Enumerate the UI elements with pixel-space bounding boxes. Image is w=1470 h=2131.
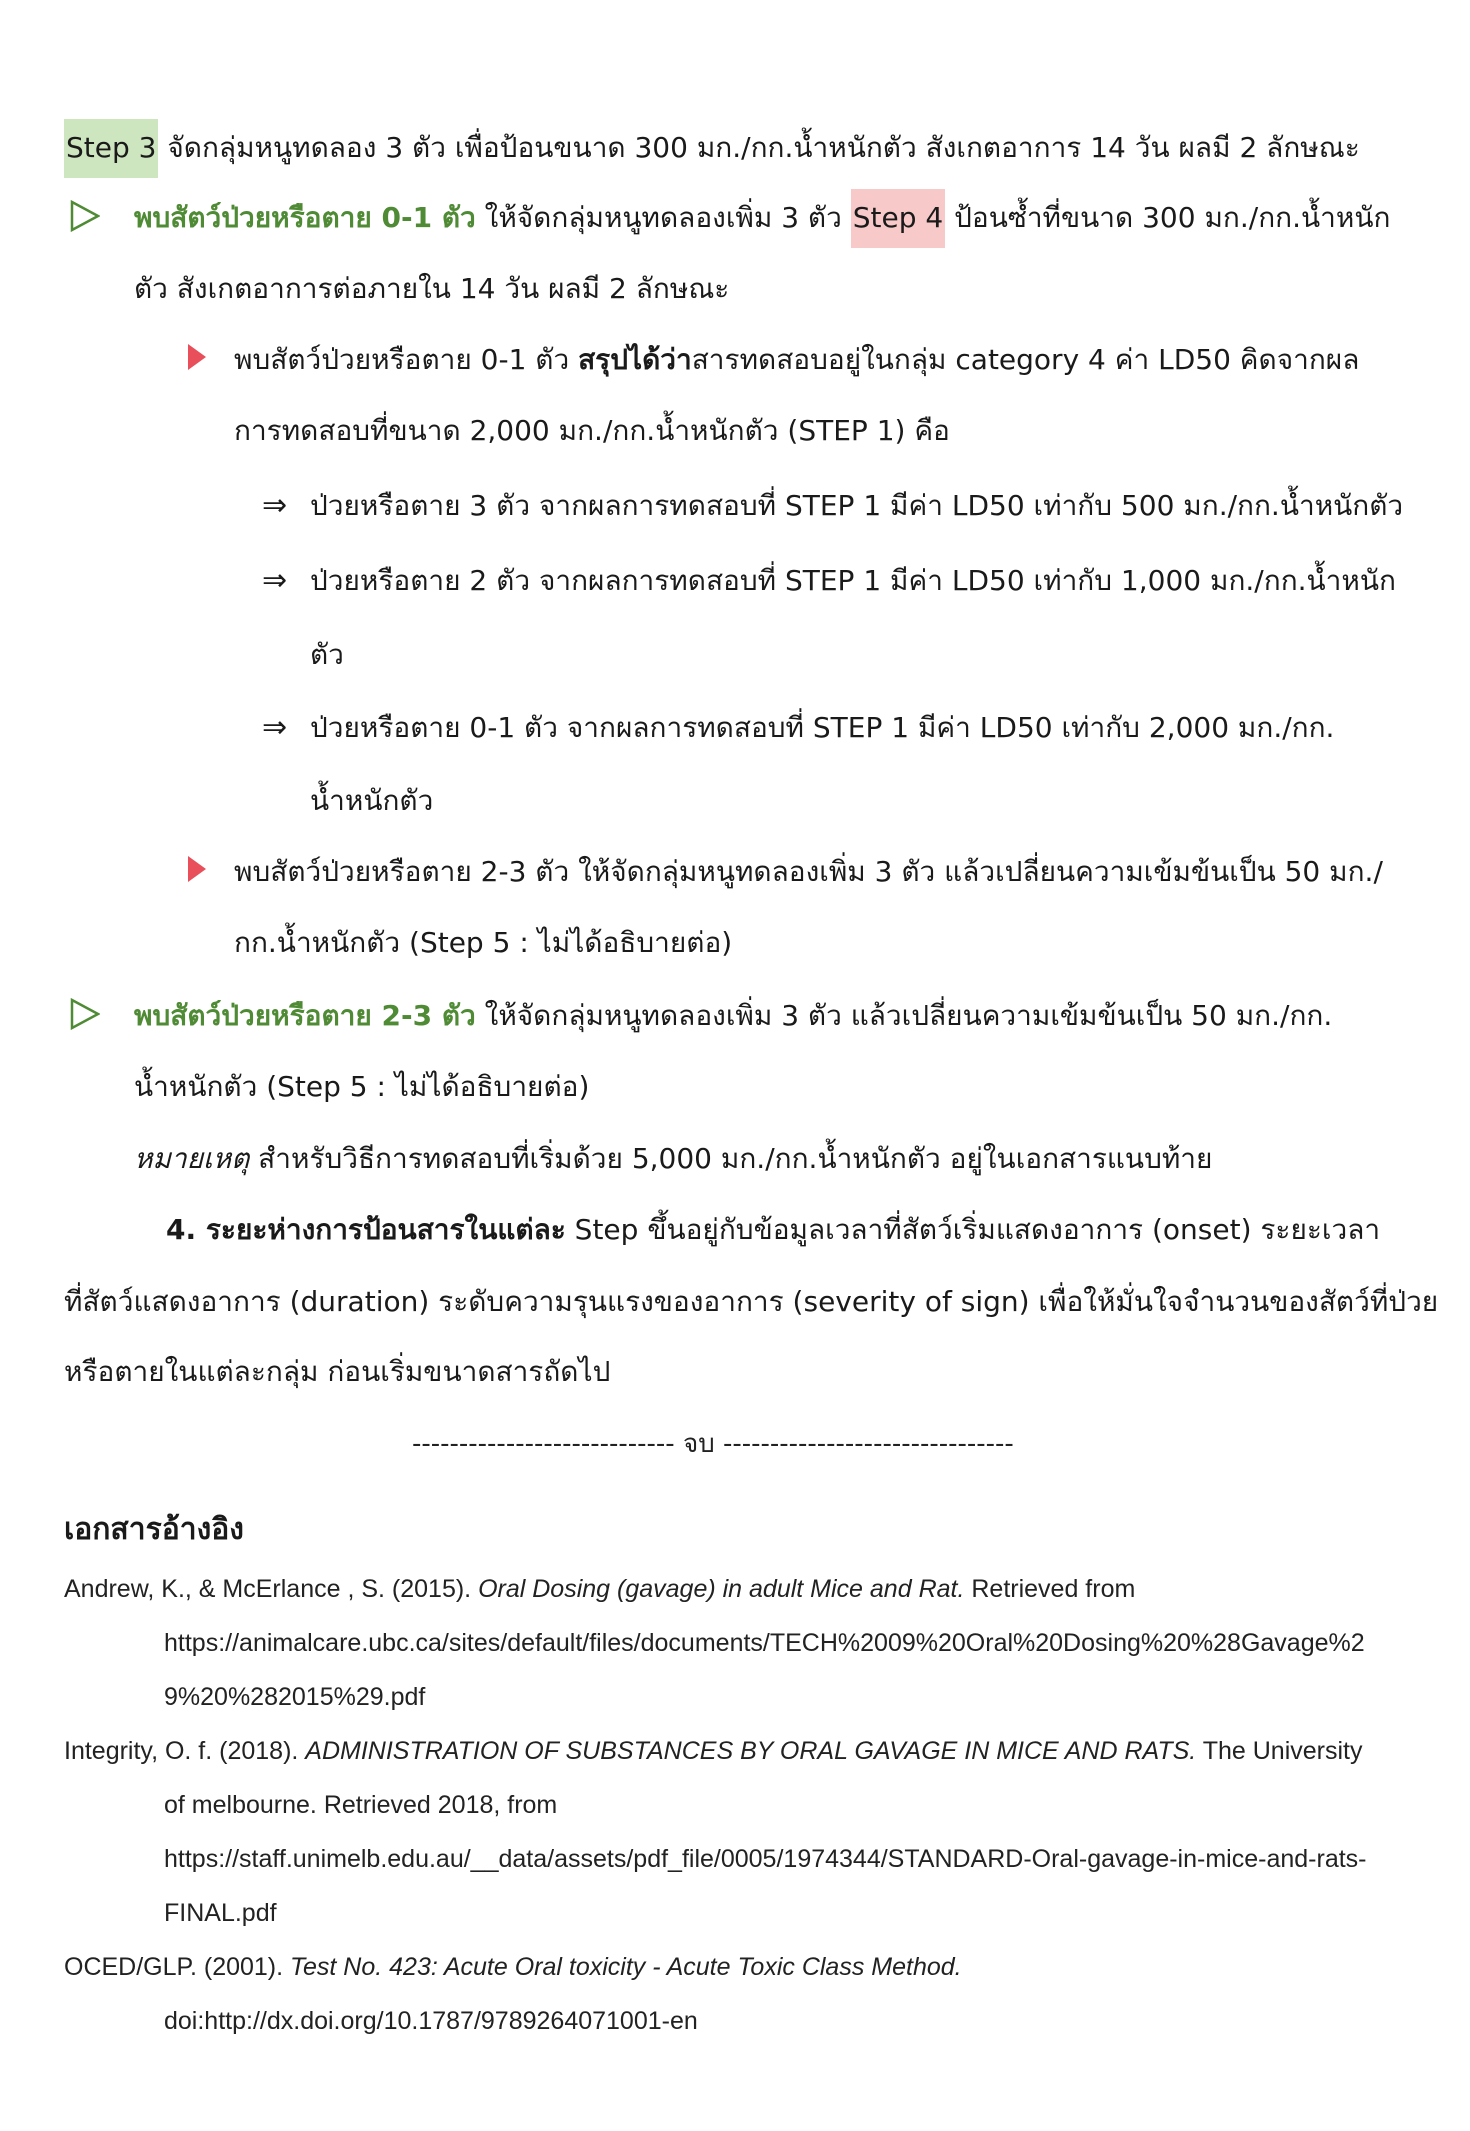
- reference-2-authors: Integrity, O. f. (2018).: [64, 1737, 306, 1765]
- reference-1-url[interactable]: https://animalcare.ubc.ca/sites/default/files/documents/TECH%2009%20Oral%20Dosing%20%28Gavage%2: [164, 1629, 1365, 1657]
- outcome-2-3-label: พบสัตว์ป่วยหรือตาย 2-3 ตัว: [134, 999, 476, 1032]
- reference-3: [64, 1950, 962, 1984]
- note-line: [134, 1137, 1212, 1181]
- outcome-2-3-cont: น้ำหนักตัว (Step 5 : ไม่ได้อธิบายต่อ): [134, 1070, 590, 1103]
- references-heading: เอกสารอ้างอิง: [64, 1512, 244, 1547]
- ld50-2000-cont: น้ำหนักตัว: [310, 784, 434, 817]
- reference-2-url[interactable]: https://staff.unimelb.edu.au/__data/assets/pdf_file/0005/1974344/STANDARD-Oral-gavage-in-mice-and-rats-: [164, 1845, 1367, 1873]
- outcome-2-3-line: [134, 994, 1332, 1038]
- outcome-2-3-text: ให้จัดกลุ่มหนูทดลองเพิ่ม 3 ตัว แล้วเปลี่ยนความเข้มข้นเป็น 50 มก./กก.: [475, 999, 1333, 1032]
- note-text: สำหรับวิธีการทดสอบที่เริ่มด้วย 5,000 มก./กก.น้ำหนักตัว อยู่ในเอกสารแนบท้าย: [249, 1142, 1213, 1175]
- ld50-1000-line: [262, 559, 1396, 603]
- ld50-1000-cont: ตัว: [310, 638, 344, 671]
- ld50-500-line: [262, 484, 1403, 528]
- hollow-triangle-icon: [70, 200, 100, 232]
- step4-highlight: Step 4: [851, 189, 945, 248]
- double-arrow-icon: ⇒: [262, 488, 288, 523]
- end-divider: ---------------------------- จบ -------------------------------: [412, 1429, 1014, 1459]
- conclusion-tail: สารทดสอบอยู่ในกลุ่ม category 4 ค่า LD50 คิดจากผล: [691, 343, 1360, 376]
- conclusion-bold: สรุปได้ว่า: [578, 343, 692, 376]
- section-4-heading: 4. ระยะห่างการป้อนสารในแต่ละ: [166, 1213, 566, 1246]
- reference-2-url-cont[interactable]: FINAL.pdf: [164, 1899, 277, 1927]
- red-triangle-icon: [186, 854, 208, 884]
- reference-1-title: Oral Dosing (gavage) in adult Mice and Rat.: [478, 1575, 965, 1603]
- hollow-triangle-icon: [70, 998, 100, 1030]
- note-label: หมายเหตุ: [134, 1142, 250, 1175]
- step3-line: [64, 126, 1360, 170]
- reference-3-title: Test No. 423: Acute Oral toxicity - Acute Toxic Class Method.: [290, 1953, 962, 1981]
- outcome-0-1-line: [134, 196, 1390, 240]
- step3-highlight: Step 3: [64, 119, 158, 178]
- reference-1: [64, 1572, 1135, 1606]
- red-triangle-icon: [186, 342, 208, 372]
- reference-1-url-cont[interactable]: 9%20%282015%29.pdf: [164, 1683, 426, 1711]
- outcome-0-1-tail: ป้อนซ้ำที่ขนาด 300 มก./กก.น้ำหนัก: [945, 201, 1391, 234]
- ld50-2000-text: ป่วยหรือตาย 0-1 ตัว จากผลการทดสอบที่ STEP 1 มีค่า LD50 เท่ากับ 2,000 มก./กก.: [310, 711, 1335, 744]
- double-arrow-icon: ⇒: [262, 563, 288, 598]
- reference-2: [64, 1734, 1362, 1768]
- sub-outcome-2-3-line: พบสัตว์ป่วยหรือตาย 2-3 ตัว ให้จัดกลุ่มหนูทดลองเพิ่ม 3 ตัว แล้วเปลี่ยนความเข้มข้นเป็น 50 มก./: [234, 855, 1383, 888]
- conclusion-line: [234, 338, 1359, 382]
- section-4-text: Step ขึ้นอยู่กับข้อมูลเวลาที่สัตว์เริ่มแสดงอาการ (onset) ระยะเวลา: [565, 1213, 1381, 1246]
- reference-1-retrieved: Retrieved from: [964, 1575, 1136, 1603]
- reference-2-cont: of melbourne. Retrieved 2018, from: [164, 1791, 558, 1819]
- section-4-cont-2: หรือตายในแต่ละกลุ่ม ก่อนเริ่มขนาดสารถัดไป: [64, 1355, 611, 1388]
- step3-text: จัดกลุ่มหนูทดลอง 3 ตัว เพื่อป้อนขนาด 300 มก./กก.น้ำหนักตัว สังเกตอาการ 14 วัน ผลมี 2 ลักษณะ: [158, 131, 1360, 164]
- conclusion-text: พบสัตว์ป่วยหรือตาย 0-1 ตัว: [234, 343, 579, 376]
- reference-3-doi[interactable]: doi:http://dx.doi.org/10.1787/9789264071001-en: [164, 2007, 698, 2035]
- reference-2-publisher: The University: [1196, 1737, 1363, 1765]
- section-4-line: [166, 1208, 1380, 1252]
- double-arrow-icon: ⇒: [262, 710, 288, 745]
- section-4-cont-1: ที่สัตว์แสดงอาการ (duration) ระดับความรุนแรงของอาการ (severity of sign) เพื่อให้มั่นใจจำนวนของสัตว์ที่ป่วย: [64, 1285, 1439, 1318]
- reference-3-authors: OCED/GLP. (2001).: [64, 1953, 291, 1981]
- outcome-0-1-text: ให้จัดกลุ่มหนูทดลองเพิ่ม 3 ตัว: [475, 201, 851, 234]
- sub-outcome-2-3-cont: กก.น้ำหนักตัว (Step 5 : ไม่ได้อธิบายต่อ): [234, 926, 733, 959]
- ld50-1000-text: ป่วยหรือตาย 2 ตัว จากผลการทดสอบที่ STEP 1 มีค่า LD50 เท่ากับ 1,000 มก./กก.น้ำหนัก: [310, 564, 1396, 597]
- reference-1-authors: Andrew, K., & McErlance , S. (2015).: [64, 1575, 479, 1603]
- outcome-0-1-cont: ตัว สังเกตอาการต่อภายใน 14 วัน ผลมี 2 ลักษณะ: [134, 272, 730, 305]
- conclusion-cont: การทดสอบที่ขนาด 2,000 มก./กก.น้ำหนักตัว (STEP 1) คือ: [234, 414, 950, 447]
- reference-2-title: ADMINISTRATION OF SUBSTANCES BY ORAL GAVAGE IN MICE AND RATS.: [305, 1737, 1197, 1765]
- ld50-2000-line: [262, 706, 1334, 750]
- ld50-500-text: ป่วยหรือตาย 3 ตัว จากผลการทดสอบที่ STEP 1 มีค่า LD50 เท่ากับ 500 มก./กก.น้ำหนักตัว: [310, 489, 1404, 522]
- outcome-0-1-label: พบสัตว์ป่วยหรือตาย 0-1 ตัว: [134, 201, 476, 234]
